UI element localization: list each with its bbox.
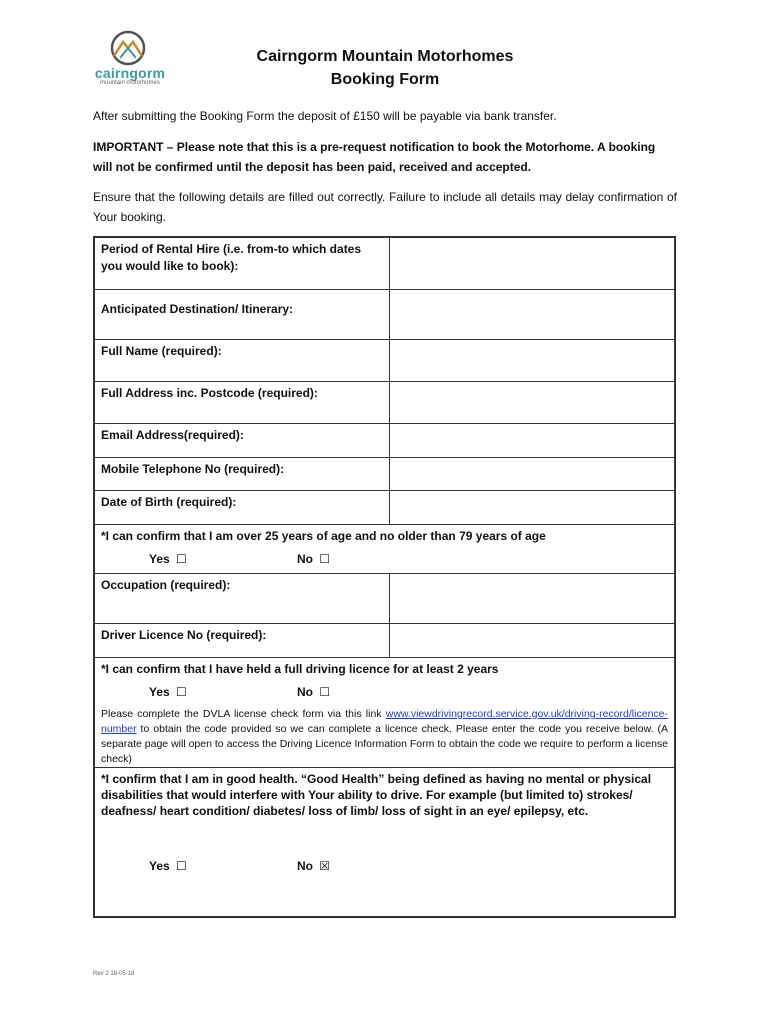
input-email[interactable]	[390, 424, 674, 457]
input-destination[interactable]	[390, 290, 674, 339]
label-full-name: Full Name (required):	[95, 340, 390, 381]
licence-confirm-statement: *I can confirm that I have held a full driving licence for at least 2 years	[101, 662, 499, 676]
form-title: Booking Form	[330, 71, 440, 88]
label-rental-period: Period of Rental Hire (i.e. from-to which dates you would like to book):	[95, 238, 390, 289]
logo-subtitle: mountain motorhomes	[100, 80, 160, 86]
health-no-option[interactable]	[297, 859, 330, 873]
age-no-label: No	[297, 552, 313, 566]
row-health-confirm	[95, 768, 674, 916]
dvla-link[interactable]: www.viewdrivingrecord.service.gov.uk/driving-record/licence-number	[101, 708, 668, 735]
row-dob	[95, 491, 674, 525]
licence-yes-checkbox[interactable]: ☐	[176, 685, 187, 699]
row-licence-confirm	[95, 658, 674, 768]
dvla-text-after: to obtain the code provided so we can complete a licence check. Please enter the code you receive below. (A separate page will open to access the Driving Licence Information Form to obtain the code we require to perform a license check)	[101, 723, 668, 765]
age-no-checkbox[interactable]: ☐	[319, 552, 331, 566]
label-occupation: Occupation (required):	[95, 574, 390, 623]
input-full-name[interactable]	[390, 340, 674, 381]
ensure-text: Ensure that the following details are filled out correctly. Failure to include all details may delay confirmation of Your booking.	[93, 190, 677, 224]
licence-no-label: No	[297, 685, 313, 699]
input-rental-period[interactable]	[390, 238, 674, 289]
label-email: Email Address(required):	[95, 424, 390, 457]
revision-label: Rev 2 18-05-18	[93, 971, 135, 977]
licence-yes-label: Yes	[149, 685, 170, 699]
health-yes-option[interactable]	[149, 859, 297, 873]
booking-form-table	[93, 236, 676, 918]
label-destination: Anticipated Destination/ Itinerary:	[95, 290, 390, 339]
row-address	[95, 382, 674, 424]
input-address[interactable]	[390, 382, 674, 423]
label-address: Full Address inc. Postcode (required):	[95, 382, 390, 423]
input-occupation[interactable]	[390, 574, 674, 623]
input-licence-no[interactable]	[390, 624, 674, 657]
age-yes-option[interactable]	[149, 552, 297, 566]
dvla-text-before: Please complete the DVLA license check form via this link	[101, 708, 386, 720]
input-dob[interactable]	[390, 491, 674, 524]
intro-text: After submitting the Booking Form the deposit of £150 will be payable via bank transfer.	[93, 109, 557, 123]
logo-name: cairngorm	[94, 65, 166, 81]
licence-no-option[interactable]	[297, 685, 330, 699]
health-no-checkbox[interactable]: ☒	[319, 859, 331, 873]
row-occupation	[95, 574, 674, 624]
licence-yes-option[interactable]	[149, 685, 297, 699]
row-rental-period	[95, 238, 674, 290]
label-licence-no: Driver Licence No (required):	[95, 624, 390, 657]
age-yes-checkbox[interactable]: ☐	[176, 552, 187, 566]
health-confirm-statement: *I confirm that I am in good health. “Good Health” being defined as having no mental or physical disabilities that would interfere with Your ability to drive. For example (but limited to) strokes/ deafness/ heart condition/ diabetes/ loss of limb/ loss of sight in an eye/ epilepsy, etc.	[101, 772, 652, 818]
input-mobile[interactable]	[390, 458, 674, 490]
health-yes-checkbox[interactable]: ☐	[176, 859, 187, 873]
dvla-instructions	[101, 707, 668, 767]
age-no-option[interactable]	[297, 552, 330, 566]
label-dob: Date of Birth (required):	[95, 491, 390, 524]
row-destination	[95, 290, 674, 340]
label-mobile: Mobile Telephone No (required):	[95, 458, 390, 490]
row-age-confirm	[95, 525, 674, 574]
row-mobile	[95, 458, 674, 491]
company-title: Cairngorm Mountain Motorhomes	[256, 48, 514, 65]
row-licence-no	[95, 624, 674, 658]
age-confirm-statement: *I can confirm that I am over 25 years of age and no older than 79 years of age	[101, 529, 546, 543]
important-notice: IMPORTANT – Please note that this is a pre-request notification to book the Motorhome. A booking will not be confirmed until the deposit has been paid, received and accepted.	[93, 140, 656, 174]
health-no-label: No	[297, 859, 313, 873]
age-yes-label: Yes	[149, 552, 170, 566]
health-yes-label: Yes	[149, 859, 170, 873]
licence-no-checkbox[interactable]: ☐	[319, 685, 331, 699]
row-email	[95, 424, 674, 458]
row-full-name	[95, 340, 674, 382]
